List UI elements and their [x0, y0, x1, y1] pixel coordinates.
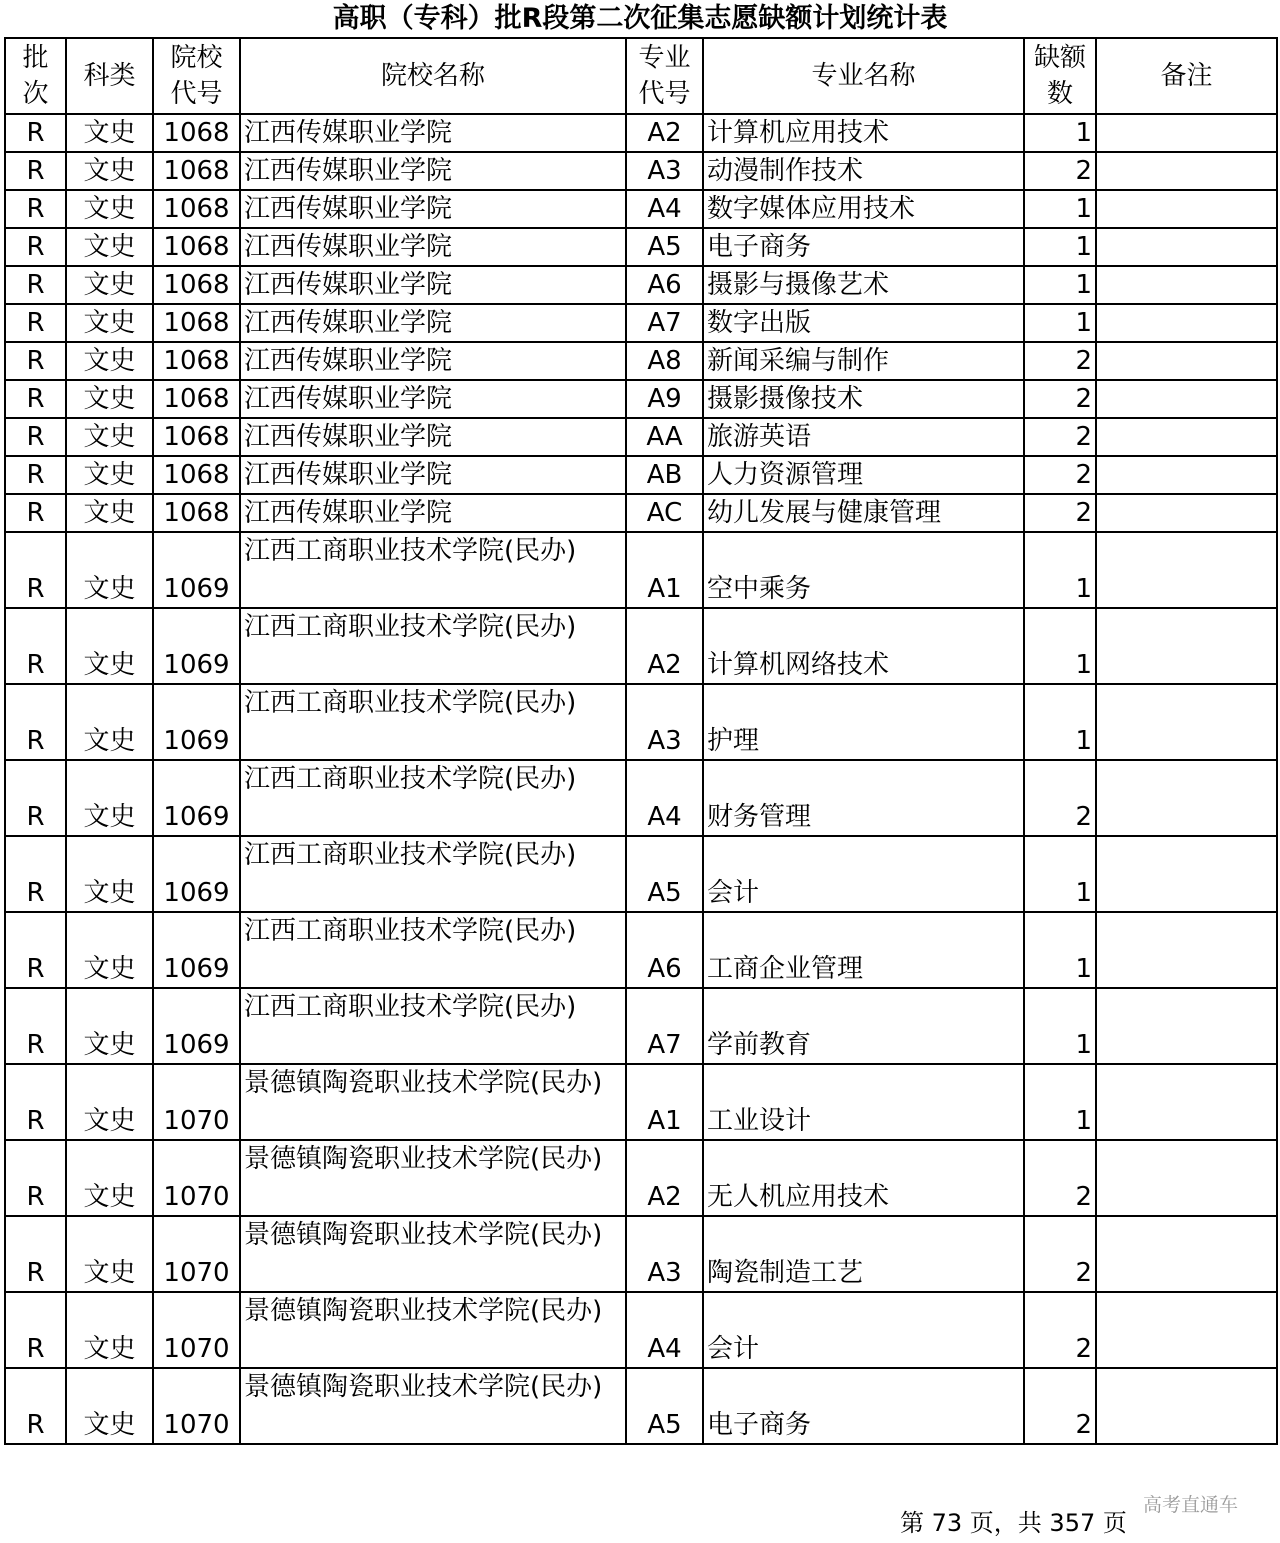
cell-category: 文史 — [66, 456, 153, 494]
cell-vacancy-count: 1 — [1024, 266, 1096, 304]
table-row — [5, 912, 1277, 988]
cell-school-code: 1069 — [153, 760, 240, 836]
cell-major-code: A1 — [626, 532, 703, 608]
table-row — [5, 1140, 1277, 1216]
cell-school-name: 江西传媒职业学院 — [240, 152, 626, 190]
cell-note — [1096, 494, 1277, 532]
cell-category: 文史 — [66, 494, 153, 532]
table-row — [5, 494, 1277, 532]
cell-category: 文史 — [66, 1140, 153, 1216]
table-row — [5, 190, 1277, 228]
cell-school-code: 1070 — [153, 1216, 240, 1292]
cell-school-code: 1069 — [153, 608, 240, 684]
cell-vacancy-count: 1 — [1024, 114, 1096, 152]
cell-vacancy-count: 2 — [1024, 1368, 1096, 1444]
cell-school-name: 江西传媒职业学院 — [240, 494, 626, 532]
cell-major-name: 幼儿发展与健康管理 — [703, 494, 1024, 532]
cell-school-code: 1068 — [153, 190, 240, 228]
cell-category: 文史 — [66, 608, 153, 684]
cell-major-name: 计算机网络技术 — [703, 608, 1024, 684]
cell-school-code: 1069 — [153, 532, 240, 608]
cell-category: 文史 — [66, 684, 153, 760]
cell-category: 文史 — [66, 988, 153, 1064]
cell-school-code: 1068 — [153, 418, 240, 456]
table-title: 高职（专科）批R段第二次征集志愿缺额计划统计表 — [332, 3, 948, 34]
cell-note — [1096, 418, 1277, 456]
cell-major-name: 旅游英语 — [703, 418, 1024, 456]
cell-note — [1096, 152, 1277, 190]
table-row — [5, 1216, 1277, 1292]
cell-batch: R — [5, 266, 66, 304]
cell-major-code: A8 — [626, 342, 703, 380]
cell-batch: R — [5, 608, 66, 684]
cell-note — [1096, 1368, 1277, 1444]
cell-major-name: 会计 — [703, 1292, 1024, 1368]
cell-vacancy-count: 1 — [1024, 532, 1096, 608]
cell-batch: R — [5, 152, 66, 190]
cell-school-name: 江西工商职业技术学院(民办) — [240, 760, 626, 836]
cell-major-name: 工商企业管理 — [703, 912, 1024, 988]
cell-major-code: A5 — [626, 228, 703, 266]
table-row — [5, 1368, 1277, 1444]
cell-batch: R — [5, 988, 66, 1064]
cell-major-code: AB — [626, 456, 703, 494]
cell-vacancy-count: 1 — [1024, 988, 1096, 1064]
cell-batch: R — [5, 836, 66, 912]
cell-batch: R — [5, 456, 66, 494]
cell-note — [1096, 1140, 1277, 1216]
cell-vacancy-count: 2 — [1024, 1140, 1096, 1216]
cell-major-name: 财务管理 — [703, 760, 1024, 836]
cell-note — [1096, 532, 1277, 608]
cell-school-name: 江西传媒职业学院 — [240, 418, 626, 456]
cell-major-code: A4 — [626, 190, 703, 228]
cell-school-code: 1069 — [153, 988, 240, 1064]
cell-note — [1096, 836, 1277, 912]
cell-batch: R — [5, 532, 66, 608]
cell-note — [1096, 760, 1277, 836]
cell-school-code: 1068 — [153, 304, 240, 342]
cell-school-name: 江西传媒职业学院 — [240, 456, 626, 494]
cell-major-code: AC — [626, 494, 703, 532]
cell-category: 文史 — [66, 190, 153, 228]
cell-category: 文史 — [66, 266, 153, 304]
cell-major-code: A5 — [626, 836, 703, 912]
table-row — [5, 1064, 1277, 1140]
cell-school-code: 1068 — [153, 152, 240, 190]
cell-batch: R — [5, 684, 66, 760]
cell-category: 文史 — [66, 418, 153, 456]
cell-major-name: 新闻采编与制作 — [703, 342, 1024, 380]
table-row — [5, 152, 1277, 190]
cell-major-name: 护理 — [703, 684, 1024, 760]
header-major-code: 专业 代号 — [626, 38, 703, 114]
table-row — [5, 988, 1277, 1064]
cell-category: 文史 — [66, 342, 153, 380]
cell-school-code: 1070 — [153, 1064, 240, 1140]
cell-category: 文史 — [66, 380, 153, 418]
cell-major-name: 动漫制作技术 — [703, 152, 1024, 190]
cell-note — [1096, 608, 1277, 684]
cell-category: 文史 — [66, 836, 153, 912]
cell-batch: R — [5, 114, 66, 152]
cell-major-code: A6 — [626, 266, 703, 304]
cell-major-name: 计算机应用技术 — [703, 114, 1024, 152]
cell-batch: R — [5, 418, 66, 456]
cell-school-name: 江西传媒职业学院 — [240, 266, 626, 304]
cell-school-code: 1069 — [153, 836, 240, 912]
cell-school-name: 江西工商职业技术学院(民办) — [240, 532, 626, 608]
cell-batch: R — [5, 1292, 66, 1368]
cell-school-name: 景德镇陶瓷职业技术学院(民办) — [240, 1368, 626, 1444]
cell-major-code: A3 — [626, 1216, 703, 1292]
header-row — [5, 38, 1277, 114]
cell-major-name: 摄影摄像技术 — [703, 380, 1024, 418]
header-school-code: 院校 代号 — [153, 38, 240, 114]
cell-category: 文史 — [66, 1292, 153, 1368]
header-vacancy-count: 缺额 数 — [1024, 38, 1096, 114]
cell-school-name: 江西工商职业技术学院(民办) — [240, 836, 626, 912]
table-row — [5, 418, 1277, 456]
cell-major-name: 学前教育 — [703, 988, 1024, 1064]
cell-major-code: A4 — [626, 1292, 703, 1368]
cell-vacancy-count: 2 — [1024, 380, 1096, 418]
cell-major-name: 数字媒体应用技术 — [703, 190, 1024, 228]
cell-school-code: 1070 — [153, 1140, 240, 1216]
page-number: 第 73 页，共 357 页 — [900, 1509, 1127, 1537]
cell-major-name: 陶瓷制造工艺 — [703, 1216, 1024, 1292]
table-row — [5, 228, 1277, 266]
cell-vacancy-count: 2 — [1024, 760, 1096, 836]
cell-category: 文史 — [66, 114, 153, 152]
cell-vacancy-count: 2 — [1024, 1216, 1096, 1292]
cell-note — [1096, 1064, 1277, 1140]
table-row — [5, 532, 1277, 608]
cell-note — [1096, 266, 1277, 304]
cell-school-name: 景德镇陶瓷职业技术学院(民办) — [240, 1216, 626, 1292]
cell-major-code: A2 — [626, 1140, 703, 1216]
cell-major-name: 数字出版 — [703, 304, 1024, 342]
cell-note — [1096, 912, 1277, 988]
cell-major-name: 电子商务 — [703, 1368, 1024, 1444]
cell-school-code: 1069 — [153, 912, 240, 988]
cell-note — [1096, 228, 1277, 266]
cell-category: 文史 — [66, 532, 153, 608]
cell-major-code: A7 — [626, 304, 703, 342]
cell-batch: R — [5, 1368, 66, 1444]
cell-note — [1096, 1216, 1277, 1292]
cell-major-code: A3 — [626, 684, 703, 760]
cell-batch: R — [5, 1140, 66, 1216]
cell-category: 文史 — [66, 1216, 153, 1292]
watermark: 高考直通车 — [1143, 1494, 1239, 1516]
cell-major-code: AA — [626, 418, 703, 456]
cell-category: 文史 — [66, 1064, 153, 1140]
cell-major-name: 会计 — [703, 836, 1024, 912]
cell-vacancy-count: 2 — [1024, 456, 1096, 494]
cell-batch: R — [5, 912, 66, 988]
cell-school-name: 江西传媒职业学院 — [240, 342, 626, 380]
table-body — [5, 114, 1277, 1444]
cell-vacancy-count: 2 — [1024, 418, 1096, 456]
cell-major-code: A2 — [626, 608, 703, 684]
cell-note — [1096, 988, 1277, 1064]
cell-school-code: 1068 — [153, 456, 240, 494]
cell-school-name: 江西工商职业技术学院(民办) — [240, 988, 626, 1064]
cell-major-name: 工业设计 — [703, 1064, 1024, 1140]
header-school-name: 院校名称 — [240, 38, 626, 114]
cell-batch: R — [5, 380, 66, 418]
header-major-name: 专业名称 — [703, 38, 1024, 114]
cell-note — [1096, 684, 1277, 760]
cell-major-code: A4 — [626, 760, 703, 836]
table-row — [5, 1292, 1277, 1368]
cell-major-code: A1 — [626, 1064, 703, 1140]
cell-school-code: 1070 — [153, 1292, 240, 1368]
cell-batch: R — [5, 190, 66, 228]
cell-vacancy-count: 2 — [1024, 342, 1096, 380]
cell-school-name: 江西传媒职业学院 — [240, 228, 626, 266]
cell-category: 文史 — [66, 1368, 153, 1444]
header-batch: 批 次 — [5, 38, 66, 114]
cell-vacancy-count: 1 — [1024, 684, 1096, 760]
cell-note — [1096, 1292, 1277, 1368]
cell-batch: R — [5, 228, 66, 266]
cell-major-name: 无人机应用技术 — [703, 1140, 1024, 1216]
cell-vacancy-count: 2 — [1024, 1292, 1096, 1368]
cell-batch: R — [5, 304, 66, 342]
cell-school-name: 景德镇陶瓷职业技术学院(民办) — [240, 1292, 626, 1368]
cell-vacancy-count: 1 — [1024, 304, 1096, 342]
cell-school-name: 江西传媒职业学院 — [240, 114, 626, 152]
cell-batch: R — [5, 760, 66, 836]
cell-school-code: 1069 — [153, 684, 240, 760]
cell-vacancy-count: 1 — [1024, 608, 1096, 684]
cell-school-name: 江西工商职业技术学院(民办) — [240, 912, 626, 988]
table-row — [5, 304, 1277, 342]
cell-school-name: 江西工商职业技术学院(民办) — [240, 608, 626, 684]
table-row — [5, 760, 1277, 836]
table-row — [5, 836, 1277, 912]
cell-vacancy-count: 1 — [1024, 912, 1096, 988]
cell-note — [1096, 114, 1277, 152]
cell-major-code: A2 — [626, 114, 703, 152]
cell-major-code: A3 — [626, 152, 703, 190]
cell-category: 文史 — [66, 304, 153, 342]
header-note: 备注 — [1096, 38, 1277, 114]
header-category: 科类 — [66, 38, 153, 114]
cell-major-name: 空中乘务 — [703, 532, 1024, 608]
cell-note — [1096, 342, 1277, 380]
cell-school-name: 江西传媒职业学院 — [240, 190, 626, 228]
cell-school-code: 1068 — [153, 266, 240, 304]
cell-major-name: 电子商务 — [703, 228, 1024, 266]
table-row — [5, 608, 1277, 684]
table-row — [5, 114, 1277, 152]
cell-major-name: 人力资源管理 — [703, 456, 1024, 494]
cell-school-code: 1068 — [153, 494, 240, 532]
cell-category: 文史 — [66, 228, 153, 266]
cell-category: 文史 — [66, 760, 153, 836]
quota-table — [4, 37, 1278, 1445]
cell-school-name: 景德镇陶瓷职业技术学院(民办) — [240, 1140, 626, 1216]
cell-major-name: 摄影与摄像艺术 — [703, 266, 1024, 304]
cell-batch: R — [5, 1064, 66, 1140]
cell-note — [1096, 190, 1277, 228]
cell-vacancy-count: 1 — [1024, 228, 1096, 266]
cell-school-code: 1068 — [153, 228, 240, 266]
cell-batch: R — [5, 342, 66, 380]
cell-school-code: 1070 — [153, 1368, 240, 1444]
cell-vacancy-count: 1 — [1024, 1064, 1096, 1140]
cell-school-name: 江西传媒职业学院 — [240, 304, 626, 342]
table-row — [5, 684, 1277, 760]
cell-batch: R — [5, 1216, 66, 1292]
cell-major-code: A5 — [626, 1368, 703, 1444]
cell-school-code: 1068 — [153, 114, 240, 152]
cell-school-name: 江西工商职业技术学院(民办) — [240, 684, 626, 760]
table-row — [5, 342, 1277, 380]
cell-school-code: 1068 — [153, 342, 240, 380]
cell-major-code: A6 — [626, 912, 703, 988]
cell-school-name: 景德镇陶瓷职业技术学院(民办) — [240, 1064, 626, 1140]
table-row — [5, 380, 1277, 418]
cell-note — [1096, 456, 1277, 494]
cell-vacancy-count: 1 — [1024, 190, 1096, 228]
cell-vacancy-count: 1 — [1024, 836, 1096, 912]
cell-school-code: 1068 — [153, 380, 240, 418]
cell-vacancy-count: 2 — [1024, 152, 1096, 190]
cell-major-code: A7 — [626, 988, 703, 1064]
cell-major-code: A9 — [626, 380, 703, 418]
table-row — [5, 266, 1277, 304]
cell-vacancy-count: 2 — [1024, 494, 1096, 532]
cell-note — [1096, 380, 1277, 418]
cell-school-name: 江西传媒职业学院 — [240, 380, 626, 418]
cell-category: 文史 — [66, 152, 153, 190]
cell-note — [1096, 304, 1277, 342]
cell-batch: R — [5, 494, 66, 532]
table-row — [5, 456, 1277, 494]
cell-category: 文史 — [66, 912, 153, 988]
